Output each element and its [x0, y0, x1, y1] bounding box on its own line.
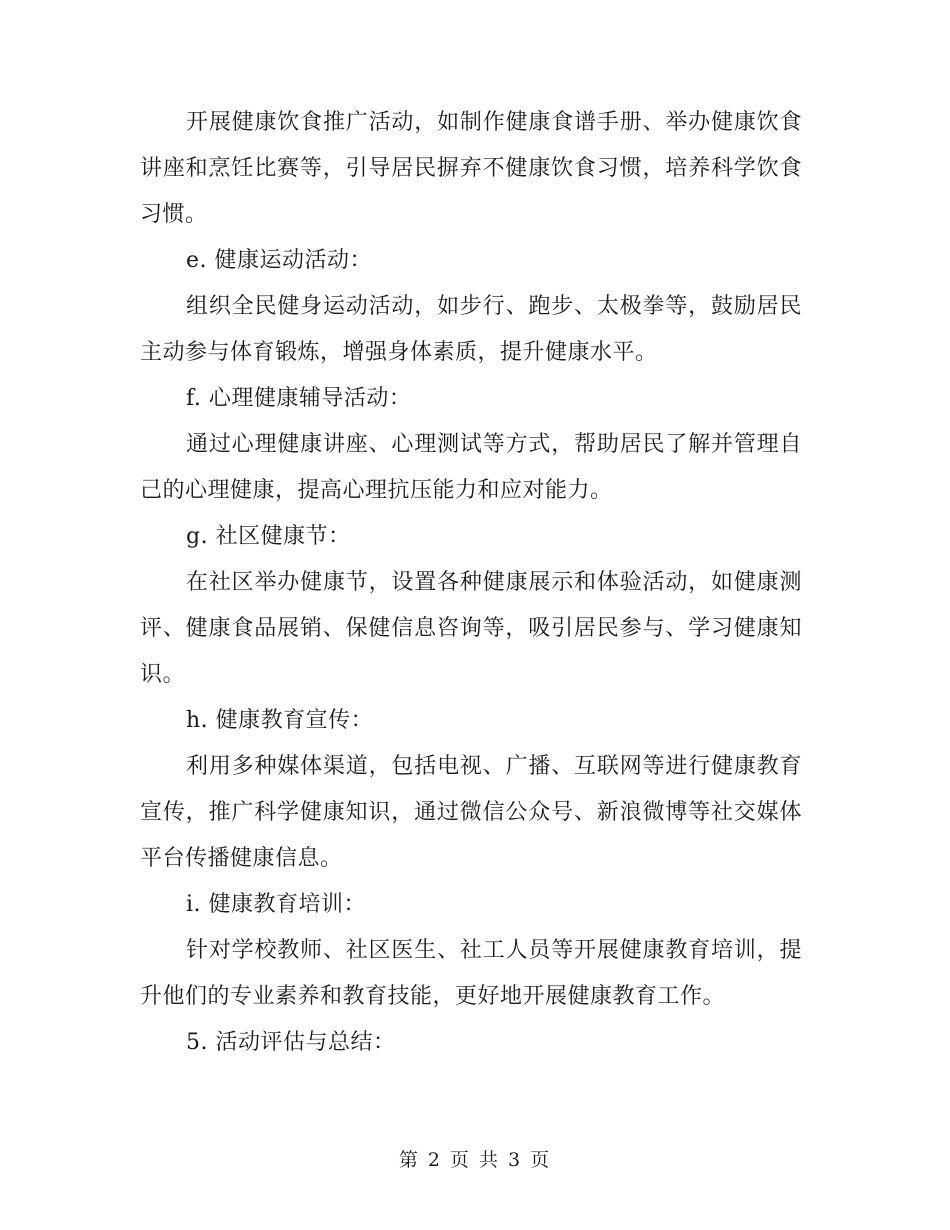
heading-5-evaluation-summary: 5. 活动评估与总结： [186, 1030, 396, 1055]
paragraph-health-festival: 在社区举办健康节，设置各种健康展示和体验活动，如健康测评、健康食品展销、保健信息咨询等，吸引居民参与、学习健康知识。 [140, 570, 802, 687]
paragraph-education-publicity: 利用多种媒体渠道，包括电视、广播、互联网等进行健康教育宣传，推广科学健康知识，通过微信公众号、新浪微博等社交媒体平台传播健康信息。 [140, 754, 802, 871]
document-body [140, 100, 802, 1066]
paragraph-exercise: 组织全民健身运动活动，如步行、跑步、太极拳等，鼓励居民主动参与体育锻炼，增强身体素质，提升健康水平。 [140, 294, 802, 365]
paragraph-mental-health: 通过心理健康讲座、心理测试等方式，帮助居民了解并管理自己的心理健康，提高心理抗压能力和应对能力。 [140, 432, 802, 503]
heading-h-education-publicity: h. 健康教育宣传： [186, 708, 374, 733]
page-number-footer: 第 2 页 共 3 页 [398, 1149, 552, 1171]
heading-e-exercise: e. 健康运动活动： [186, 248, 373, 273]
heading-g-health-festival: g. 社区健康节： [186, 524, 351, 549]
paragraph-healthy-diet: 开展健康饮食推广活动，如制作健康食谱手册、举办健康饮食讲座和烹饪比赛等，引导居民摒弃不健康饮食习惯，培养科学饮食习惯。 [140, 110, 802, 227]
heading-f-mental-health: f. 心理健康辅导活动： [186, 386, 412, 411]
paragraph-education-training: 针对学校教师、社区医生、社工人员等开展健康教育培训，提升他们的专业素养和教育技能，更好地开展健康教育工作。 [140, 938, 802, 1009]
heading-i-education-training: i. 健康教育培训： [186, 892, 367, 917]
